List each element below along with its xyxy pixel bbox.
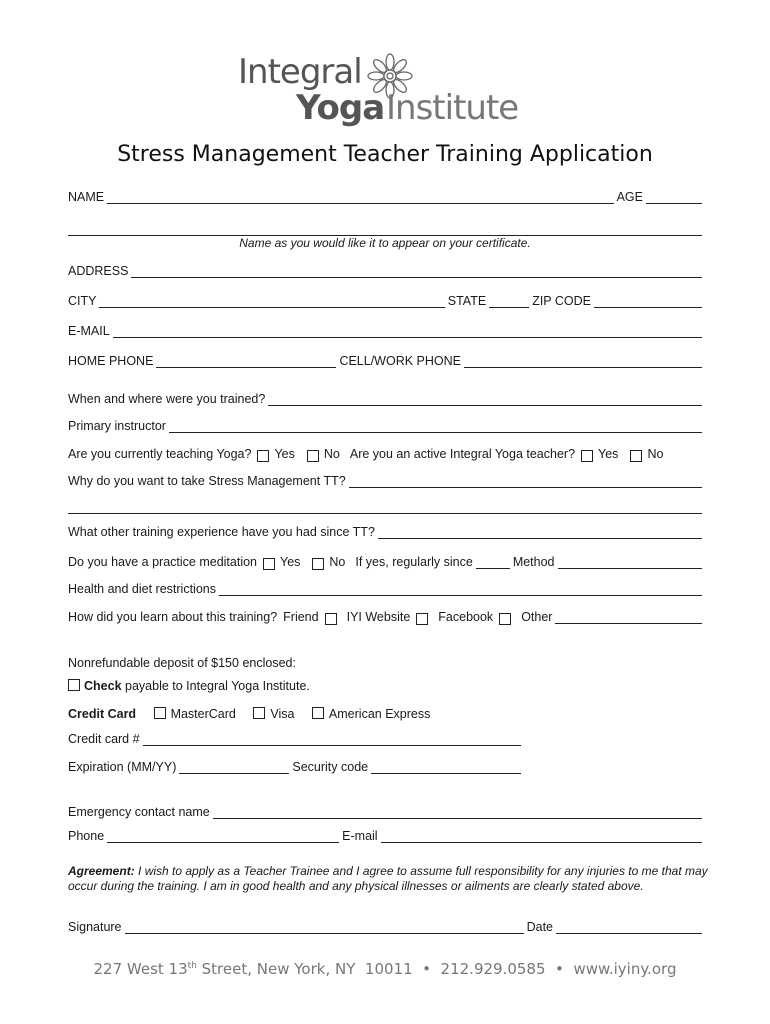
page-title: Stress Management Teacher Training Application [117,142,653,167]
credit-card-label: Credit Card [68,707,137,721]
email-field[interactable] [113,325,702,338]
card-number-row [68,728,521,746]
health-field[interactable] [219,583,702,596]
method-label: Method [512,555,555,569]
facebook-checkbox[interactable] [499,613,511,625]
check-checkbox[interactable] [68,679,80,691]
learn-label: How did you learn about this training? [68,610,278,624]
teaching-no-label: No [323,447,340,461]
website-label: IYI Website [346,610,411,624]
home-phone-label: HOME PHONE [68,354,154,368]
expiration-row [68,756,521,774]
teaching-yes-label: Yes [274,447,295,461]
signature-label: Signature [68,920,122,934]
trained-label: When and where were you trained? [68,392,266,406]
website-checkbox[interactable] [416,613,428,625]
teaching-row [68,443,702,461]
date-label: Date [526,920,553,934]
friend-checkbox[interactable] [325,613,337,625]
card-number-label: Credit card # [68,732,140,746]
email-row [68,320,702,338]
security-field[interactable] [371,761,521,774]
meditation-no-checkbox[interactable] [312,558,324,570]
logo-yoga: Yoga [296,88,385,128]
emergency-phone-field[interactable] [107,830,339,843]
instructor-row [68,415,702,433]
method-field[interactable] [558,556,702,569]
card-number-field[interactable] [143,733,521,746]
amex-checkbox[interactable] [312,707,324,719]
check-rest: payable to Integral Yoga Institute. [125,679,310,693]
agreement-label: Agreement: [68,864,135,878]
emergency-phone-label: Phone [68,829,105,843]
age-label: AGE [616,190,643,204]
trained-field[interactable] [268,393,702,406]
friend-label: Friend [283,610,319,624]
signature-field[interactable] [125,921,524,934]
name-line-row [68,218,702,236]
other-training-row [68,521,702,539]
state-label: STATE [447,294,487,308]
deposit-text: Nonrefundable deposit of $150 enclosed: [68,656,296,670]
footer-sup: th [187,961,197,971]
age-field[interactable] [646,191,702,204]
address-field[interactable] [131,265,702,278]
amex-label: American Express [328,707,431,721]
mastercard-checkbox[interactable] [154,707,166,719]
name-row [68,186,702,204]
state-field[interactable] [489,295,529,308]
visa-label: Visa [270,707,295,721]
active-yes-label: Yes [598,447,619,461]
why-row [68,470,702,488]
meditation-row [68,551,702,569]
city-row [68,290,702,308]
other-field[interactable] [555,611,702,624]
expiration-field[interactable] [179,761,289,774]
why-field[interactable] [349,475,702,488]
instructor-label: Primary instructor [68,419,166,433]
name-label: NAME [68,190,105,204]
visa-checkbox[interactable] [253,707,265,719]
emergency-email-field[interactable] [381,830,702,843]
meditation-label: Do you have a practice meditation [68,555,257,569]
learn-row [68,606,702,624]
facebook-label: Facebook [438,610,494,624]
address-row [68,260,702,278]
active-no-checkbox[interactable] [630,450,642,462]
cell-phone-field[interactable] [464,355,702,368]
zip-label: ZIP CODE [532,294,591,308]
teaching-yes-checkbox[interactable] [257,450,269,462]
email-label: E-MAIL [68,324,110,338]
active-question: Are you an active Integral Yoga teacher? [349,447,576,461]
active-yes-checkbox[interactable] [581,450,593,462]
address-label: ADDRESS [68,264,129,278]
certificate-name-field[interactable] [68,223,702,236]
logo-integral: Integral [238,52,362,92]
since-field[interactable] [476,556,510,569]
meditation-yes-checkbox[interactable] [263,558,275,570]
why-label: Why do you want to take Stress Management TT? [68,474,346,488]
check-option [68,678,310,693]
active-no-label: No [647,447,664,461]
why-field-2[interactable] [68,501,702,514]
other-label: Other [521,610,553,624]
meditation-no-label: No [329,555,346,569]
security-label: Security code [292,760,369,774]
footer-address [0,960,770,978]
other-training-label: What other training experience have you had since TT? [68,525,375,539]
footer-street: 227 West 13 [93,960,188,978]
health-row [68,578,702,596]
phone-row [68,350,702,368]
trained-row [68,388,702,406]
logo [238,52,548,132]
expiration-label: Expiration (MM/YY) [68,760,177,774]
logo-institute: Institute [386,88,519,128]
health-label: Health and diet restrictions [68,582,216,596]
emergency-email-label: E-mail [342,829,378,843]
agreement [68,864,718,894]
why-line-2 [68,496,702,514]
city-label: CITY [68,294,97,308]
teaching-no-checkbox[interactable] [307,450,319,462]
certificate-note: Name as you would like it to appear on your certificate. [239,236,531,250]
other-training-field[interactable] [378,526,702,539]
meditation-yes-label: Yes [280,555,301,569]
instructor-field[interactable] [169,420,702,433]
since-label: If yes, regularly since [355,555,473,569]
footer-rest: Street, New York, NY 10011 • 212.929.0585 • www.iyiny.org [196,960,677,978]
city-field[interactable] [99,295,444,308]
emergency-phone-row [68,825,702,843]
home-phone-field[interactable] [156,355,336,368]
emergency-row [68,801,702,819]
date-field[interactable] [556,921,702,934]
zip-field[interactable] [594,295,702,308]
emergency-label: Emergency contact name [68,805,210,819]
check-label: Check [84,679,122,693]
mastercard-label: MasterCard [170,707,236,721]
signature-row [68,916,702,934]
teaching-question: Are you currently teaching Yoga? [68,447,252,461]
agreement-text: I wish to apply as a Teacher Trainee and I agree to assume full responsibility for any injuries to me that may occur during the training. I am in good health and any physical illnesses or ailments are clearly stated above. [68,864,708,893]
cell-phone-label: CELL/WORK PHONE [339,354,461,368]
name-field[interactable] [107,191,613,204]
emergency-field[interactable] [213,806,702,819]
credit-card-row [68,706,430,721]
